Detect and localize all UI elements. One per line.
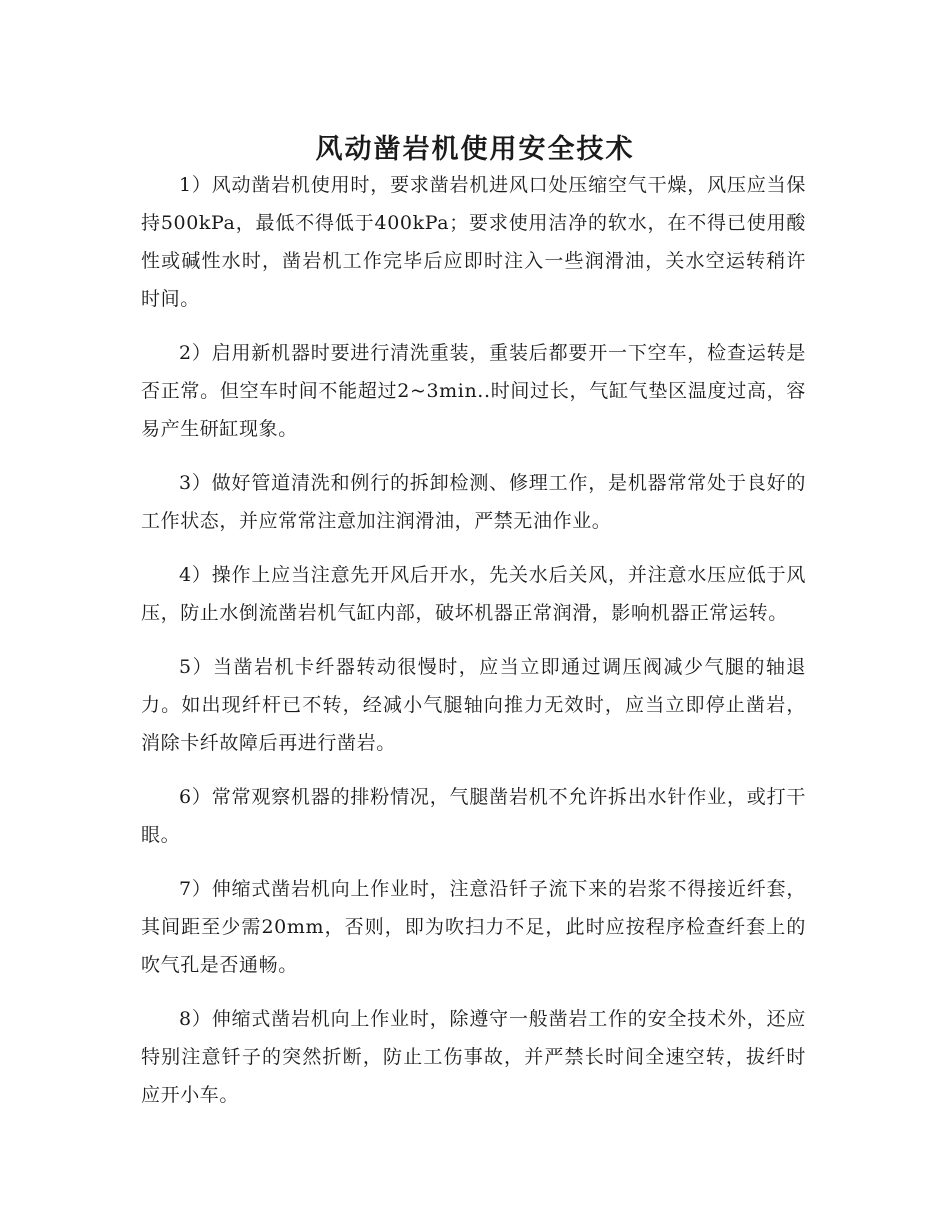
paragraph-6: 6）常常观察机器的排粉情况，气腿凿岩机不允许拆出水针作业，或打干眼。 [141, 786, 806, 846]
document-body [141, 166, 806, 1130]
document-title: 风动凿岩机使用安全技术 [315, 134, 635, 166]
paragraph-4: 4）操作上应当注意先开风后开水，先关水后关风，并注意水压应低于风压，防止水倒流凿岩机气缸内部，破坏机器正常润滑，影响机器正常运转。 [141, 564, 806, 624]
paragraph-1: 1）风动凿岩机使用时，要求凿岩机进风口处压缩空气干燥，风压应当保持500kPa，最低不得低于400kPa；要求使用洁净的软水，在不得已使用酸性或碱性水时，凿岩机工作完毕后应即时注入一些润滑油，关水空运转稍许时间。 [141, 174, 806, 310]
paragraph-3: 3）做好管道清洗和例行的拆卸检测、修理工作，是机器常常处于良好的工作状态，并应常常注意加注润滑油，严禁无油作业。 [141, 472, 806, 532]
paragraph-5: 5）当凿岩机卡纤器转动很慢时，应当立即通过调压阀减少气腿的轴退力。如出现纤杆已不转，经减小气腿轴向推力无效时，应当立即停止凿岩，消除卡纤故障后再进行凿岩。 [141, 656, 806, 754]
paragraph-2: 2）启用新机器时要进行清洗重装，重装后都要开一下空车，检查运转是否正常。但空车时间不能超过2~3min..时间过长，气缸气垫区温度过高，容易产生研缸现象。 [141, 342, 806, 440]
paragraph-8: 8）伸缩式凿岩机向上作业时，除遵守一般凿岩工作的安全技术外，还应特别注意钎子的突然折断，防止工伤事故，并严禁长时间全速空转，拔纤时应开小车。 [141, 1008, 806, 1106]
paragraph-7: 7）伸缩式凿岩机向上作业时，注意沿钎子流下来的岩浆不得接近纤套，其间距至少需20mm，否则，即为吹扫力不足，此时应按程序检查纤套上的吹气孔是否通畅。 [141, 878, 806, 976]
